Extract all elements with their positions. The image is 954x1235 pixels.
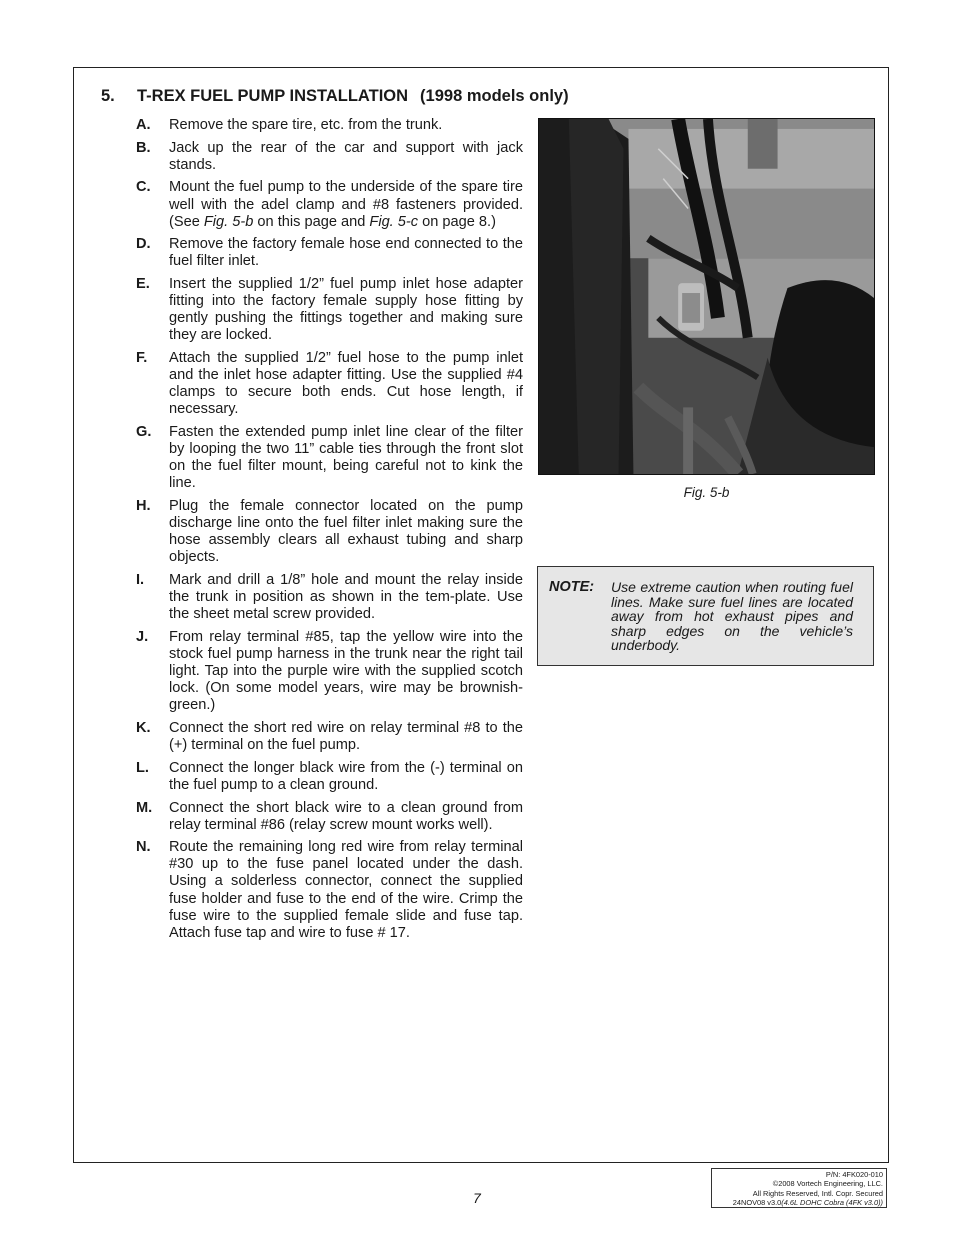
step-e xyxy=(136,276,523,344)
note-text: Use extreme caution when routing fuel lines. Make sure fuel lines are located away from hot exhaust pipes and sharp edges on the vehicle’s underbody. xyxy=(611,579,853,654)
step-letter: C. xyxy=(136,179,151,196)
figure-reference: Fig. 5-b xyxy=(203,213,254,230)
step-text: on page 8.) xyxy=(418,213,496,230)
step-a xyxy=(136,117,523,134)
step-letter: A. xyxy=(136,117,151,133)
step-text: Connect the short black wire to a clean ground from relay terminal #86 (relay screw mount works well). xyxy=(169,799,523,833)
step-text: Plug the female connector located on the pump discharge line onto the fuel filter inlet making sure the hose assembly clears all exhaust tubing and sharp objects. xyxy=(169,498,523,566)
step-letter: E. xyxy=(136,276,150,293)
step-text: Mark and drill a 1/8” hole and mount the relay inside the trunk in position as shown in the tem-plate. Use the sheet metal screw provided. xyxy=(169,572,523,623)
step-b xyxy=(136,140,523,174)
step-text: on this page and xyxy=(253,213,370,230)
step-text: Remove the spare tire, etc. from the trunk. xyxy=(169,117,443,133)
part-number: P/N: 4FK020-010 xyxy=(825,1170,883,1179)
rights-line: All Rights Reserved, Intl. Copr. Secured xyxy=(752,1188,883,1198)
step-letter: K. xyxy=(136,719,151,736)
step-text: Attach the supplied 1/2” fuel hose to the pump inlet and the inlet hose adapter fitting. Use the supplied #4 clamps to secure both ends. Cut hose length, if necessary. xyxy=(169,350,523,418)
instruction-steps xyxy=(136,117,523,947)
step-letter: D. xyxy=(136,236,151,253)
copyright-line: ©2008 Vortech Engineering, LLC. xyxy=(772,1179,883,1189)
version-model: (4.6L DOHC Cobra (4FK v3.0)) xyxy=(781,1198,883,1208)
section-title: T-REX FUEL PUMP INSTALLATION xyxy=(137,87,409,105)
figure-5b-photo xyxy=(538,118,875,475)
section-subtitle: (1998 models only) xyxy=(420,87,569,105)
step-text: Fasten the extended pump inlet line clear of the filter by looping the two 11” cable ties through the front slot on the fuel filter mount, being careful not to kink the line. xyxy=(169,424,523,492)
step-text: Connect the longer black wire from the (-) terminal on the fuel pump to a clean ground. xyxy=(169,759,523,793)
step-f xyxy=(136,350,523,418)
figure-reference: Fig. 5-c xyxy=(369,213,419,230)
step-d xyxy=(136,236,523,270)
step-text: Mount the fuel pump to the underside of the spare tire well with the adel clamp and #8 fasteners provided. (See xyxy=(169,179,523,230)
step-letter: J. xyxy=(136,628,149,645)
step-h xyxy=(136,498,523,566)
step-g xyxy=(136,424,523,492)
step-letter: N. xyxy=(136,839,151,856)
step-text: Connect the short red wire on relay terminal #8 to the (+) terminal on the fuel pump. xyxy=(169,719,523,754)
step-n xyxy=(136,839,523,942)
step-letter: M. xyxy=(136,799,153,816)
step-text: From relay terminal #85, tap the yellow wire into the stock fuel pump harness in the trunk near the right tail light. Tap into the purple wire with the supplied scotch lock. (On some model years, wire may be brownish-green.) xyxy=(169,628,523,714)
step-text: Route the remaining long red wire from relay terminal #30 up to the fuse panel located under the dash. Using a solderless connector, connect the supplied fuse holder and fuse to the end of the wire. Crimp the fuse wire to the supplied female slide and fuse tap. Attach fuse tap and wire to fuse # 17. xyxy=(169,839,523,941)
section-heading xyxy=(101,87,569,106)
section-number: 5. xyxy=(101,87,115,105)
step-letter: G. xyxy=(136,424,152,441)
page-number: 7 xyxy=(473,1190,481,1206)
step-k xyxy=(136,720,523,754)
copyright-footer xyxy=(711,1168,887,1208)
step-letter: F. xyxy=(136,350,148,367)
figure-caption: Fig. 5-b xyxy=(683,485,730,500)
version-date: 24NOV08 v3.0 xyxy=(732,1198,782,1208)
step-letter: L. xyxy=(136,759,149,776)
step-j xyxy=(136,629,523,714)
step-text: Insert the supplied 1/2” fuel pump inlet hose adapter fitting into the factory female supply hose fitting by gently pushing the fittings together and making sure they are locked. xyxy=(169,276,523,344)
step-letter: I. xyxy=(136,572,145,588)
step-m xyxy=(136,800,523,834)
step-text: Jack up the rear of the car and support with jack stands. xyxy=(169,139,523,173)
note-label: NOTE: xyxy=(549,579,595,595)
step-c xyxy=(136,179,523,230)
step-l xyxy=(136,760,523,794)
step-text: Remove the factory female hose end connected to the fuel filter inlet. xyxy=(169,236,523,270)
fuel-pump-photo-illustration xyxy=(539,119,874,474)
step-i xyxy=(136,572,523,623)
version-line xyxy=(715,1198,883,1207)
step-letter: B. xyxy=(136,139,151,156)
step-letter: H. xyxy=(136,498,151,515)
note-box xyxy=(537,566,874,666)
